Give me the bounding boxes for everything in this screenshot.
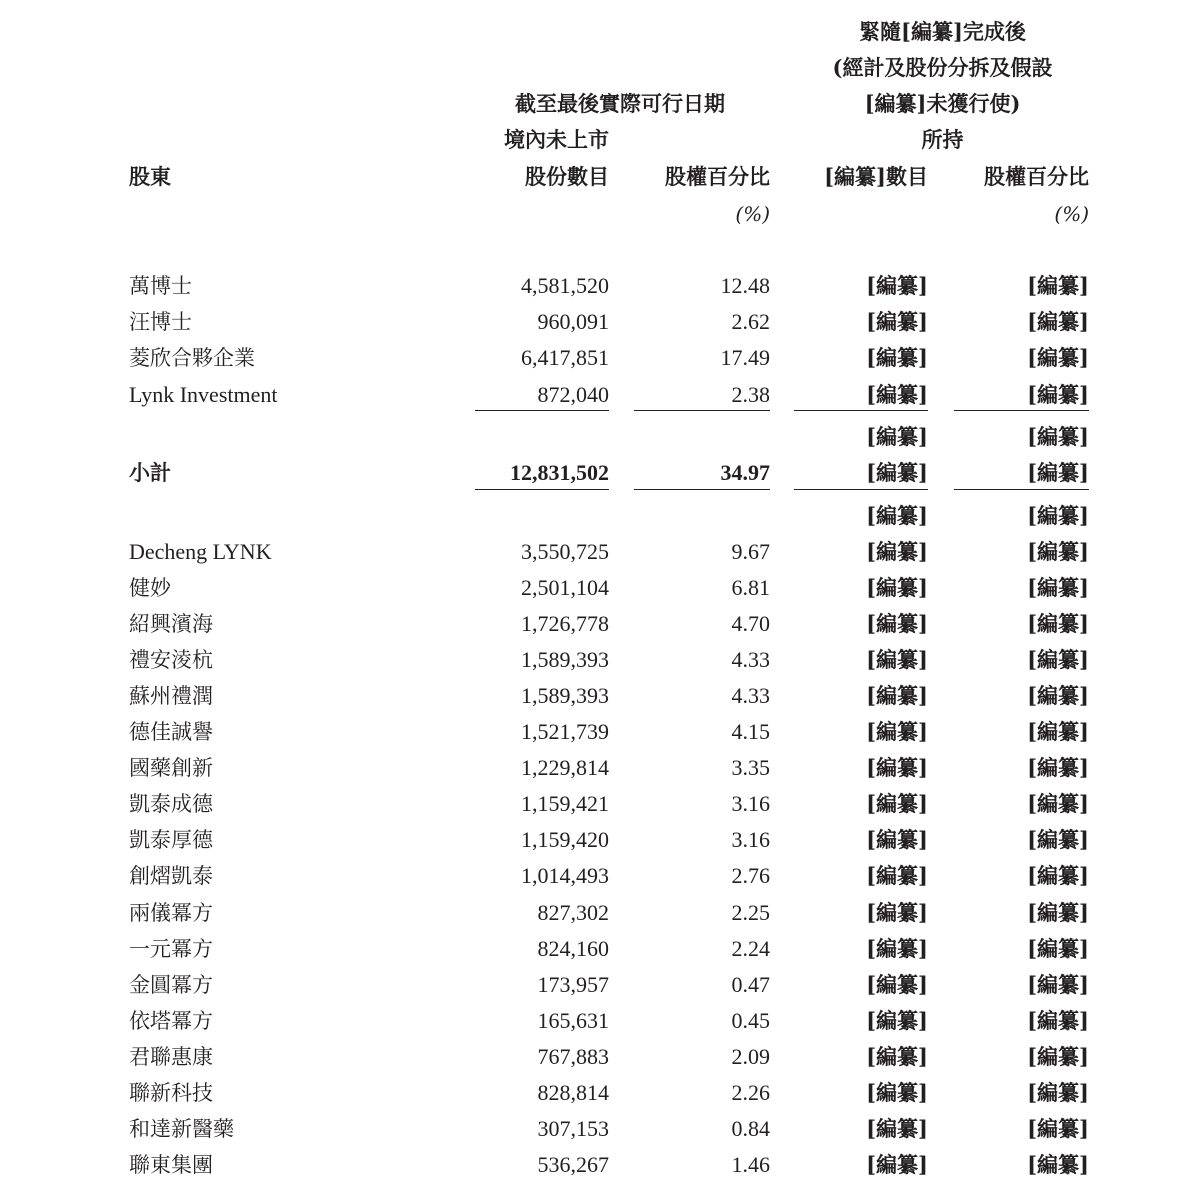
table-row bbox=[0, 1041, 1188, 1073]
header-shareholder: 股東 bbox=[129, 164, 171, 189]
redacted-pct: [編纂] bbox=[1027, 972, 1089, 997]
shareholder-name: 蘇州禮潤 bbox=[129, 684, 213, 708]
pct-value: 4.70 bbox=[731, 611, 770, 636]
redacted-shares: [編纂] bbox=[866, 460, 928, 485]
shares-value: 872,040 bbox=[537, 382, 609, 407]
pct-value: 12.48 bbox=[720, 273, 770, 298]
rule-red2-group1 bbox=[954, 410, 1089, 411]
shares-value: 1,589,393 bbox=[521, 683, 609, 708]
shareholder-name: 聯新科技 bbox=[129, 1081, 213, 1105]
redacted-shares: [編纂] bbox=[866, 1008, 928, 1033]
redacted-shares: [編纂] bbox=[866, 972, 928, 997]
shareholder-name: Lynk Investment bbox=[129, 382, 278, 407]
redacted-pct: [編纂] bbox=[1027, 1152, 1089, 1177]
pct-value: 17.49 bbox=[720, 345, 770, 370]
table-row bbox=[0, 680, 1188, 712]
redacted-shares: [編纂] bbox=[866, 345, 928, 370]
shareholder-name: 金圓冪方 bbox=[129, 973, 213, 997]
header-post-offering-line3: [編纂]未獲行使) bbox=[864, 91, 1021, 116]
header-redacted-shares: [編纂]數目 bbox=[824, 164, 928, 189]
shares-value: 1,159,421 bbox=[521, 791, 609, 816]
redacted-pct: [編纂] bbox=[1027, 309, 1089, 334]
shareholder-name: 兩儀冪方 bbox=[129, 901, 213, 925]
shareholder-name: 一元冪方 bbox=[129, 937, 213, 961]
table-row bbox=[0, 716, 1188, 748]
shareholder-name: 萬博士 bbox=[129, 274, 192, 298]
table-row bbox=[0, 860, 1188, 892]
redacted-shares: [編纂] bbox=[866, 273, 928, 298]
redacted-shares: [編纂] bbox=[866, 936, 928, 961]
shares-value: 6,417,851 bbox=[521, 345, 609, 370]
shares-value: 828,814 bbox=[537, 1080, 609, 1105]
table-row bbox=[0, 824, 1188, 856]
table-row bbox=[0, 379, 1188, 411]
redacted-shares: [編纂] bbox=[866, 503, 928, 528]
rule-red2-subtotal bbox=[954, 489, 1089, 490]
shareholder-name: 創熠凱泰 bbox=[129, 864, 213, 888]
redacted-pct: [編纂] bbox=[1027, 936, 1089, 961]
shareholder-name: 國藥創新 bbox=[129, 756, 213, 780]
shares-value: 827,302 bbox=[537, 900, 609, 925]
header-as-of-date: 截至最後實際可行日期 bbox=[515, 91, 725, 116]
shares-value: 1,229,814 bbox=[521, 755, 609, 780]
shares-value: 767,883 bbox=[537, 1044, 609, 1069]
table-row bbox=[0, 933, 1188, 965]
redacted-pct: [編纂] bbox=[1027, 900, 1089, 925]
table-row bbox=[0, 1149, 1188, 1181]
table-row bbox=[0, 306, 1188, 338]
redacted-pct: [編纂] bbox=[1027, 755, 1089, 780]
shares-value: 1,014,493 bbox=[521, 863, 609, 888]
shares-value: 1,521,739 bbox=[521, 719, 609, 744]
table-row bbox=[0, 536, 1188, 568]
table-row bbox=[0, 342, 1188, 374]
shareholder-name: 和達新醫藥 bbox=[129, 1117, 234, 1141]
pct-value: 2.38 bbox=[731, 382, 770, 407]
shareholder-name: 德佳誠譽 bbox=[129, 720, 213, 744]
redacted-pct: [編纂] bbox=[1027, 539, 1089, 564]
redacted-pct: [編纂] bbox=[1027, 611, 1089, 636]
table-row bbox=[0, 969, 1188, 1001]
pct-value: 4.15 bbox=[731, 719, 770, 744]
subtotal-label: 小計 bbox=[129, 460, 171, 485]
shareholder-name: Decheng LYNK bbox=[129, 539, 272, 564]
rule-shares-group1 bbox=[475, 410, 609, 411]
pct-value: 2.76 bbox=[731, 863, 770, 888]
redacted-shares: [編纂] bbox=[866, 863, 928, 888]
pct-value: 1.46 bbox=[731, 1152, 770, 1177]
shares-value: 3,550,725 bbox=[521, 539, 609, 564]
redacted-pct: [編纂] bbox=[1027, 683, 1089, 708]
shares-value: 960,091 bbox=[537, 309, 609, 334]
shares-value: 4,581,520 bbox=[521, 273, 609, 298]
subtotal-pct: 34.97 bbox=[720, 460, 770, 485]
pct-value: 2.24 bbox=[731, 936, 770, 961]
pct-value: 2.09 bbox=[731, 1044, 770, 1069]
table-row bbox=[0, 644, 1188, 676]
redacted-shares: [編纂] bbox=[866, 575, 928, 600]
redacted-pct: [編纂] bbox=[1027, 647, 1089, 672]
table-row bbox=[0, 500, 1188, 532]
redacted-pct: [編纂] bbox=[1027, 1044, 1089, 1069]
pct-value: 2.26 bbox=[731, 1080, 770, 1105]
shareholder-name: 健妙 bbox=[129, 576, 171, 600]
table-row bbox=[0, 608, 1188, 640]
shareholder-name: 君聯惠康 bbox=[129, 1045, 213, 1069]
pct-value: 9.67 bbox=[731, 539, 770, 564]
rule-red1-group1 bbox=[794, 410, 928, 411]
pct-value: 3.16 bbox=[731, 827, 770, 852]
shares-value: 1,726,778 bbox=[521, 611, 609, 636]
redacted-shares: [編纂] bbox=[866, 683, 928, 708]
shareholder-name: 菱欣合夥企業 bbox=[129, 346, 255, 370]
shareholder-name: 禮安淩杭 bbox=[129, 648, 213, 672]
rule-shares-subtotal bbox=[475, 489, 609, 490]
pct-value: 4.33 bbox=[731, 647, 770, 672]
header-redacted-pct: 股權百分比 bbox=[984, 164, 1089, 189]
redacted-pct: [編纂] bbox=[1027, 273, 1089, 298]
redacted-shares: [編纂] bbox=[866, 611, 928, 636]
pct-value: 0.84 bbox=[731, 1116, 770, 1141]
redacted-pct: [編纂] bbox=[1027, 424, 1089, 449]
redacted-shares: [編纂] bbox=[866, 900, 928, 925]
pct-value: 2.25 bbox=[731, 900, 770, 925]
redacted-shares: [編纂] bbox=[866, 424, 928, 449]
shares-value: 307,153 bbox=[537, 1116, 609, 1141]
pct-value: 2.62 bbox=[731, 309, 770, 334]
redacted-pct: [編纂] bbox=[1027, 503, 1089, 528]
redacted-shares: [編纂] bbox=[866, 309, 928, 334]
pct-value: 3.35 bbox=[731, 755, 770, 780]
redacted-shares: [編纂] bbox=[866, 1080, 928, 1105]
header-pct: 股權百分比 bbox=[665, 164, 770, 189]
shareholder-name: 汪博士 bbox=[129, 310, 192, 334]
subtotal-shares: 12,831,502 bbox=[510, 460, 609, 485]
redacted-shares: [編纂] bbox=[866, 1044, 928, 1069]
shareholder-name: 紹興濱海 bbox=[129, 612, 213, 636]
pct-value: 0.45 bbox=[731, 1008, 770, 1033]
redacted-pct: [編纂] bbox=[1027, 1080, 1089, 1105]
redacted-shares: [編纂] bbox=[866, 791, 928, 816]
shareholder-name: 聯東集團 bbox=[129, 1153, 213, 1177]
shares-value: 1,159,420 bbox=[521, 827, 609, 852]
header-pct-unit: (%) bbox=[735, 202, 770, 226]
shares-value: 2,501,104 bbox=[521, 575, 609, 600]
shares-value: 824,160 bbox=[537, 936, 609, 961]
table-row bbox=[0, 421, 1188, 453]
table-row bbox=[0, 752, 1188, 784]
header-shares-line2: 股份數目 bbox=[525, 164, 609, 189]
table-row bbox=[0, 1113, 1188, 1145]
rule-red1-subtotal bbox=[794, 489, 928, 490]
rule-pct-subtotal bbox=[634, 489, 770, 490]
header-pct-unit-2: (%) bbox=[1054, 202, 1089, 226]
redacted-pct: [編纂] bbox=[1027, 1116, 1089, 1141]
shares-value: 173,957 bbox=[537, 972, 609, 997]
pct-value: 0.47 bbox=[731, 972, 770, 997]
header-post-offering-line4: 所持 bbox=[921, 127, 964, 152]
rule-pct-group1 bbox=[634, 410, 770, 411]
redacted-pct: [編纂] bbox=[1027, 575, 1089, 600]
shares-value: 1,589,393 bbox=[521, 647, 609, 672]
pct-value: 6.81 bbox=[731, 575, 770, 600]
redacted-shares: [編纂] bbox=[866, 539, 928, 564]
redacted-shares: [編纂] bbox=[866, 827, 928, 852]
redacted-pct: [編纂] bbox=[1027, 791, 1089, 816]
table-row bbox=[0, 270, 1188, 302]
redacted-pct: [編纂] bbox=[1027, 345, 1089, 370]
table-row bbox=[0, 788, 1188, 820]
redacted-pct: [編纂] bbox=[1027, 460, 1089, 485]
header-post-offering-line1: 緊隨[編纂]完成後 bbox=[859, 19, 1026, 44]
pct-value: 4.33 bbox=[731, 683, 770, 708]
redacted-pct: [編纂] bbox=[1027, 863, 1089, 888]
shares-value: 165,631 bbox=[537, 1008, 609, 1033]
redacted-shares: [編纂] bbox=[866, 1116, 928, 1141]
redacted-shares: [編纂] bbox=[866, 647, 928, 672]
table-row bbox=[0, 572, 1188, 604]
table-row bbox=[0, 1005, 1188, 1037]
pct-value: 3.16 bbox=[731, 791, 770, 816]
redacted-pct: [編纂] bbox=[1027, 719, 1089, 744]
shares-value: 536,267 bbox=[537, 1152, 609, 1177]
redacted-shares: [編纂] bbox=[866, 719, 928, 744]
redacted-shares: [編纂] bbox=[866, 1152, 928, 1177]
redacted-shares: [編纂] bbox=[866, 382, 928, 407]
redacted-pct: [編纂] bbox=[1027, 1008, 1089, 1033]
shareholder-name: 依塔冪方 bbox=[129, 1009, 213, 1033]
table-row bbox=[0, 1077, 1188, 1109]
shareholder-name: 凱泰厚德 bbox=[129, 828, 213, 852]
header-post-offering-line2: (經計及股份分拆及假設 bbox=[832, 55, 1053, 80]
redacted-pct: [編纂] bbox=[1027, 827, 1089, 852]
subtotal-row bbox=[0, 457, 1188, 489]
redacted-pct: [編纂] bbox=[1027, 382, 1089, 407]
table-row bbox=[0, 897, 1188, 929]
shareholder-name: 凱泰成德 bbox=[129, 792, 213, 816]
header-shares-line1: 境內未上市 bbox=[504, 127, 609, 152]
redacted-shares: [編纂] bbox=[866, 755, 928, 780]
